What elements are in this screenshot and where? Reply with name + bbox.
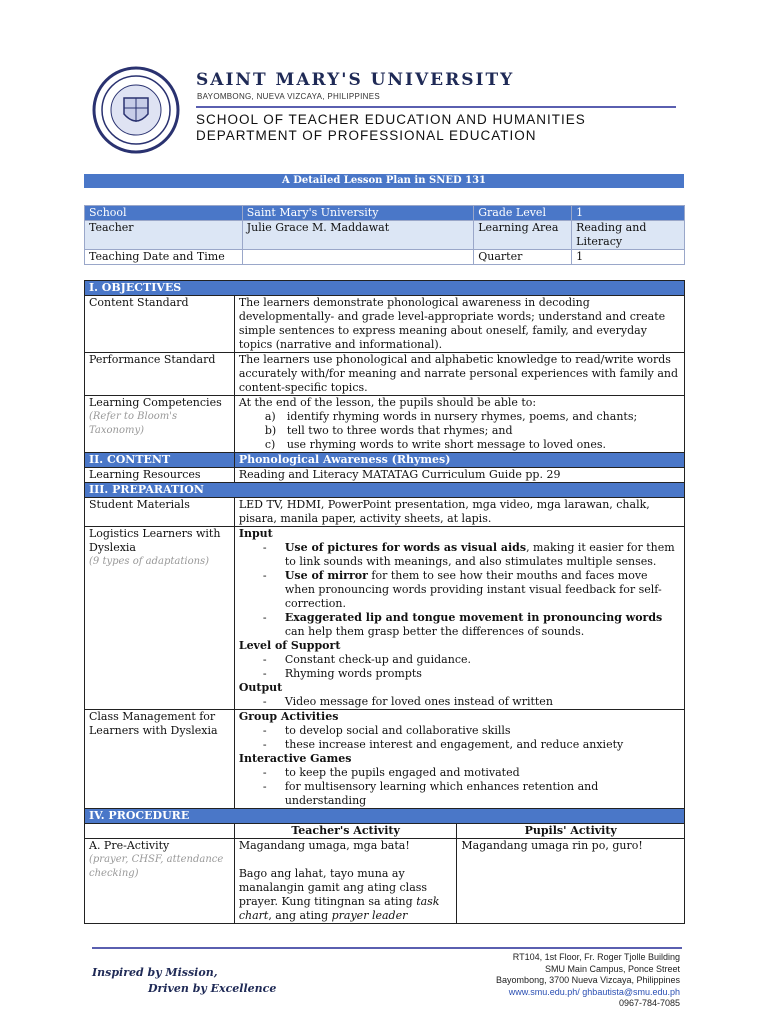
section-content: II. CONTENT bbox=[85, 453, 235, 468]
pupils-activity-header: Pupils' Activity bbox=[457, 824, 685, 839]
list-item: - Use of pictures for words as visual aids, making it easier for them to link sounds with meanings, and also stimulates multiple senses. bbox=[262, 541, 675, 568]
procedure-blank-cell bbox=[85, 824, 235, 839]
section-procedure: IV. PROCEDURE bbox=[85, 809, 685, 824]
list-item: - to keep the pupils engaged and motivated bbox=[262, 766, 520, 779]
learning-competencies-label: Learning Competencies bbox=[89, 396, 222, 409]
performance-standard-text: The learners use phonological and alphabetic knowledge to read/write words accurately with/for meaning and narrate personal experiences with family and content-specific topics. bbox=[234, 353, 684, 396]
learning-area-value: Reading and Literacy bbox=[572, 221, 685, 250]
teaching-date-label: Teaching Date and Time bbox=[85, 250, 243, 265]
lesson-info-table bbox=[84, 205, 685, 265]
interactive-games-heading: Interactive Games bbox=[238, 752, 352, 765]
list-item: - for multisensory learning which enhances retention and understanding bbox=[262, 780, 599, 807]
lesson-plan-title: A Detailed Lesson Plan in SNED 131 bbox=[84, 174, 684, 188]
section-preparation: III. PREPARATION bbox=[85, 483, 685, 498]
teacher-label: Teacher bbox=[85, 221, 243, 250]
list-item: - Exaggerated lip and tongue movement in pronouncing words can help them grasp better the differences of sounds. bbox=[262, 611, 663, 638]
quarter-value: 1 bbox=[572, 250, 685, 265]
footer-address: RT104, 1st Floor, Fr. Roger Tjolle Building SMU Main Campus, Ponce Street Bayombong, 3700 Nueva Vizcaya, Philippines www.smu.edu.ph/ ghbautista@smu.edu.ph 0967-784-7085 bbox=[496, 952, 680, 1008]
section-objectives: I. OBJECTIVES bbox=[85, 281, 685, 296]
list-item: - to develop social and collaborative skills bbox=[262, 724, 511, 737]
content-standard-label: Content Standard bbox=[85, 296, 235, 353]
learning-competencies-cell bbox=[85, 396, 235, 453]
learning-competencies-content bbox=[234, 396, 684, 453]
learning-resources-label: Learning Resources bbox=[85, 468, 235, 483]
pre-activity-note: (prayer, CHSF, attendance checking) bbox=[89, 854, 224, 879]
teacher-greeting: Magandang umaga, mga bata! bbox=[238, 839, 410, 852]
school-label: School bbox=[85, 206, 243, 221]
student-materials-label: Student Materials bbox=[85, 498, 235, 527]
letterhead bbox=[0, 0, 768, 160]
motto-line-1: Inspired by Mission, bbox=[92, 966, 218, 979]
list-item: - Video message for loved ones instead of written bbox=[262, 695, 553, 708]
content-standard-text: The learners demonstrate phonological awareness in decoding developmentally- and grade level-appropriate words; understand and create simple sentences to express meaning about oneself, family, and everyday topics (narrative and informational). bbox=[234, 296, 684, 353]
department-name: DEPARTMENT OF PROFESSIONAL EDUCATION bbox=[196, 128, 537, 143]
input-heading: Input bbox=[238, 527, 273, 540]
pupil-activity-cell bbox=[457, 839, 685, 924]
quarter-label: Quarter bbox=[474, 250, 572, 265]
teacher-prayer-instruction: Bago ang lahat, tayo muna ay manalangin gamit ang ating class prayer. Kung titingnan sa ating task chart, ang ating prayer leader bbox=[238, 867, 440, 922]
performance-standard-label: Performance Standard bbox=[85, 353, 235, 396]
teacher-activity-header: Teacher's Activity bbox=[234, 824, 457, 839]
grade-level-value: 1 bbox=[572, 206, 685, 221]
footer-divider bbox=[92, 947, 682, 949]
header-divider bbox=[196, 106, 676, 108]
output-heading: Output bbox=[238, 681, 283, 694]
learning-resources-text: Reading and Literacy MATATAG Curriculum Guide pp. 29 bbox=[234, 468, 684, 483]
footer-website-link[interactable]: www.smu.edu.ph/ ghbautista@smu.edu.ph bbox=[508, 986, 680, 997]
support-heading: Level of Support bbox=[238, 639, 341, 652]
list-item: - these increase interest and engagement, and reduce anxiety bbox=[262, 738, 624, 751]
content-topic: Phonological Awareness (Rhymes) bbox=[234, 453, 684, 468]
pre-activity-label: A. Pre-Activity bbox=[89, 839, 170, 852]
competencies-intro: At the end of the lesson, the pupils should be able to: bbox=[238, 396, 537, 409]
student-materials-text: LED TV, HDMI, PowerPoint presentation, mga video, mga larawan, chalk, pisara, manila paper, activity sheets, at lapis. bbox=[234, 498, 684, 527]
teaching-date-value bbox=[242, 250, 474, 265]
logistics-label: Logistics Learners with Dyslexia bbox=[89, 527, 221, 554]
pupil-greeting: Magandang umaga rin po, guro! bbox=[461, 839, 643, 852]
university-name: SAINT MARY'S UNIVERSITY bbox=[196, 70, 515, 90]
class-management-content bbox=[234, 710, 684, 809]
list-item: - Rhyming words prompts bbox=[262, 667, 422, 680]
lesson-plan-body bbox=[84, 280, 685, 924]
school-value: Saint Mary's University bbox=[242, 206, 474, 221]
adaptations-note: (9 types of adaptations) bbox=[89, 556, 210, 567]
list-item: a) identify rhyming words in nursery rhymes, poems, and chants; bbox=[264, 410, 638, 423]
teacher-activity-cell bbox=[234, 839, 457, 924]
logistics-content bbox=[234, 527, 684, 710]
teacher-value: Julie Grace M. Maddawat bbox=[242, 221, 474, 250]
class-management-label: Class Management for Learners with Dyslexia bbox=[85, 710, 235, 809]
list-item: c) use rhyming words to write short message to loved ones. bbox=[264, 438, 606, 451]
university-address: BAYOMBONG, NUEVA VIZCAYA, PHILIPPINES bbox=[197, 92, 380, 101]
pre-activity-cell bbox=[85, 839, 235, 924]
spacer bbox=[239, 853, 453, 867]
learning-area-label: Learning Area bbox=[474, 221, 572, 250]
list-item: - Constant check-up and guidance. bbox=[262, 653, 471, 666]
list-item: b) tell two to three words that rhymes; and bbox=[264, 424, 513, 437]
grade-level-label: Grade Level bbox=[474, 206, 572, 221]
footer-phone: 0967-784-7085 bbox=[618, 998, 680, 1008]
group-activities-heading: Group Activities bbox=[238, 710, 339, 723]
blooms-note: (Refer to Bloom's Taxonomy) bbox=[89, 411, 178, 436]
university-seal-icon bbox=[92, 66, 180, 154]
school-name: SCHOOL OF TEACHER EDUCATION AND HUMANITIES bbox=[196, 112, 586, 127]
logistics-cell bbox=[85, 527, 235, 710]
list-item: - Use of mirror for them to see how their mouths and faces move when pronouncing words providing instant visual feedback for self-correction. bbox=[262, 569, 662, 610]
motto-line-2: Driven by Excellence bbox=[148, 982, 277, 995]
